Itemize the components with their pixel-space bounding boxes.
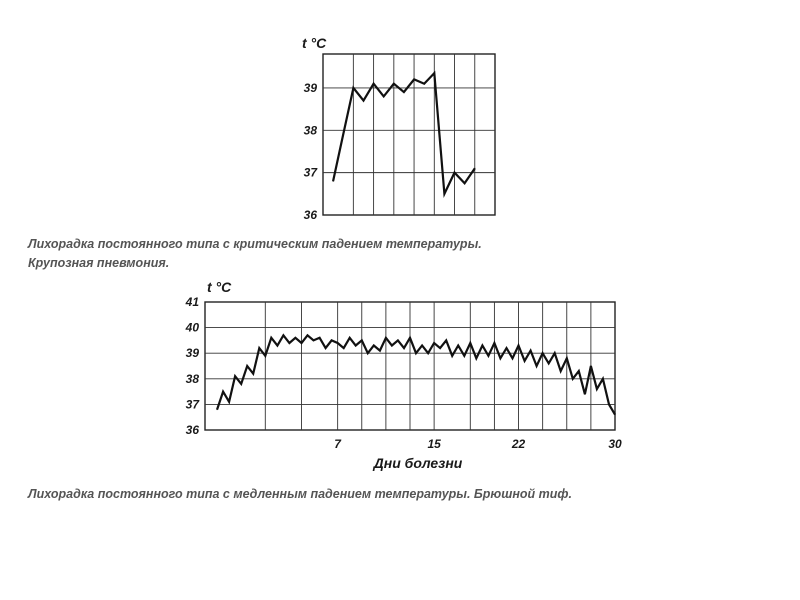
data-point	[415, 353, 416, 354]
data-point	[506, 347, 507, 348]
data-point	[440, 347, 441, 348]
data-point	[222, 391, 223, 392]
data-point	[482, 345, 483, 346]
data-point	[452, 355, 453, 356]
data-point	[554, 353, 555, 354]
data-point	[494, 342, 495, 343]
temperature-line	[333, 73, 475, 194]
data-point	[458, 345, 459, 346]
data-point	[265, 355, 266, 356]
data-point	[355, 345, 356, 346]
data-point	[464, 183, 465, 184]
y-tick-label: 38	[303, 123, 317, 138]
data-point	[391, 345, 392, 346]
data-point	[608, 404, 609, 405]
data-point	[403, 347, 404, 348]
data-point	[590, 365, 591, 366]
x-tick-label: 15	[427, 437, 441, 451]
data-point	[413, 79, 414, 80]
data-point	[271, 337, 272, 338]
data-point	[363, 100, 364, 101]
plot-frame	[323, 54, 495, 215]
data-point	[319, 337, 320, 338]
data-point	[470, 342, 471, 343]
data-point	[548, 363, 549, 364]
data-point	[421, 345, 422, 346]
data-point	[343, 347, 344, 348]
data-point	[512, 358, 513, 359]
data-point	[397, 340, 398, 341]
data-point	[464, 355, 465, 356]
data-point	[277, 345, 278, 346]
chart-typhoid-fever	[0, 270, 800, 480]
y-tick-label: 38	[185, 371, 199, 386]
y-axis-label: t °C	[302, 35, 327, 51]
data-point	[337, 342, 338, 343]
data-point	[313, 340, 314, 341]
data-point	[333, 181, 334, 182]
x-tick-label: 7	[334, 437, 341, 451]
y-tick-label: 36	[185, 423, 199, 437]
data-point	[474, 168, 475, 169]
data-point	[454, 172, 455, 173]
data-point	[216, 409, 217, 410]
data-point	[361, 340, 362, 341]
chart-croupous-pneumonia	[0, 0, 800, 230]
data-point	[584, 394, 585, 395]
data-point	[614, 414, 615, 415]
data-point	[446, 340, 447, 341]
y-tick-label: 39	[303, 80, 317, 95]
temperature-line	[217, 335, 615, 414]
y-tick-label: 37	[303, 165, 317, 180]
x-axis-label: Дни болезни	[373, 455, 463, 471]
data-point	[572, 378, 573, 379]
data-point	[367, 353, 368, 354]
data-point	[385, 337, 386, 338]
data-point	[259, 347, 260, 348]
data-point	[560, 371, 561, 372]
data-point	[301, 342, 302, 343]
data-point	[353, 87, 354, 88]
x-tick-label: 30	[608, 437, 622, 451]
data-point	[229, 401, 230, 402]
data-point	[331, 340, 332, 341]
data-point	[235, 376, 236, 377]
data-point	[530, 350, 531, 351]
data-point	[383, 96, 384, 97]
data-point	[596, 388, 597, 389]
data-point	[566, 358, 567, 359]
data-point	[578, 371, 579, 372]
data-point	[524, 360, 525, 361]
data-point	[602, 378, 603, 379]
data-point	[434, 342, 435, 343]
x-tick-label: 22	[511, 437, 526, 451]
data-point	[289, 342, 290, 343]
data-point	[542, 353, 543, 354]
y-tick-label: 40	[185, 320, 199, 335]
data-point	[283, 335, 284, 336]
data-point	[379, 350, 380, 351]
data-point	[307, 335, 308, 336]
data-point	[424, 83, 425, 84]
data-point	[373, 83, 374, 84]
y-tick-label: 39	[185, 346, 199, 361]
y-tick-label: 36	[303, 208, 317, 222]
y-axis-label: t °C	[207, 279, 232, 295]
data-point	[476, 358, 477, 359]
data-point	[241, 383, 242, 384]
y-tick-label: 41	[185, 295, 199, 309]
data-point	[325, 347, 326, 348]
caption-typhoid-fever: Лихорадка постоянного типа с медленным падением температуры. Брюшной тиф.	[28, 487, 572, 501]
data-point	[409, 337, 410, 338]
y-tick-label: 37	[185, 397, 199, 412]
data-point	[247, 365, 248, 366]
data-point	[295, 337, 296, 338]
data-point	[488, 355, 489, 356]
data-point	[343, 134, 344, 135]
data-point	[427, 353, 428, 354]
data-point	[518, 345, 519, 346]
data-point	[536, 365, 537, 366]
data-point	[349, 337, 350, 338]
caption-croupous-line2: Крупозная пневмония.	[28, 256, 170, 270]
caption-croupous-pneumonia	[28, 235, 482, 273]
data-point	[434, 72, 435, 73]
caption-croupous-line1: Лихорадка постоянного типа с критическим падением температуры.	[28, 237, 482, 251]
data-point	[253, 373, 254, 374]
data-point	[393, 83, 394, 84]
data-point	[500, 358, 501, 359]
data-point	[403, 92, 404, 93]
data-point	[373, 345, 374, 346]
data-point	[444, 193, 445, 194]
